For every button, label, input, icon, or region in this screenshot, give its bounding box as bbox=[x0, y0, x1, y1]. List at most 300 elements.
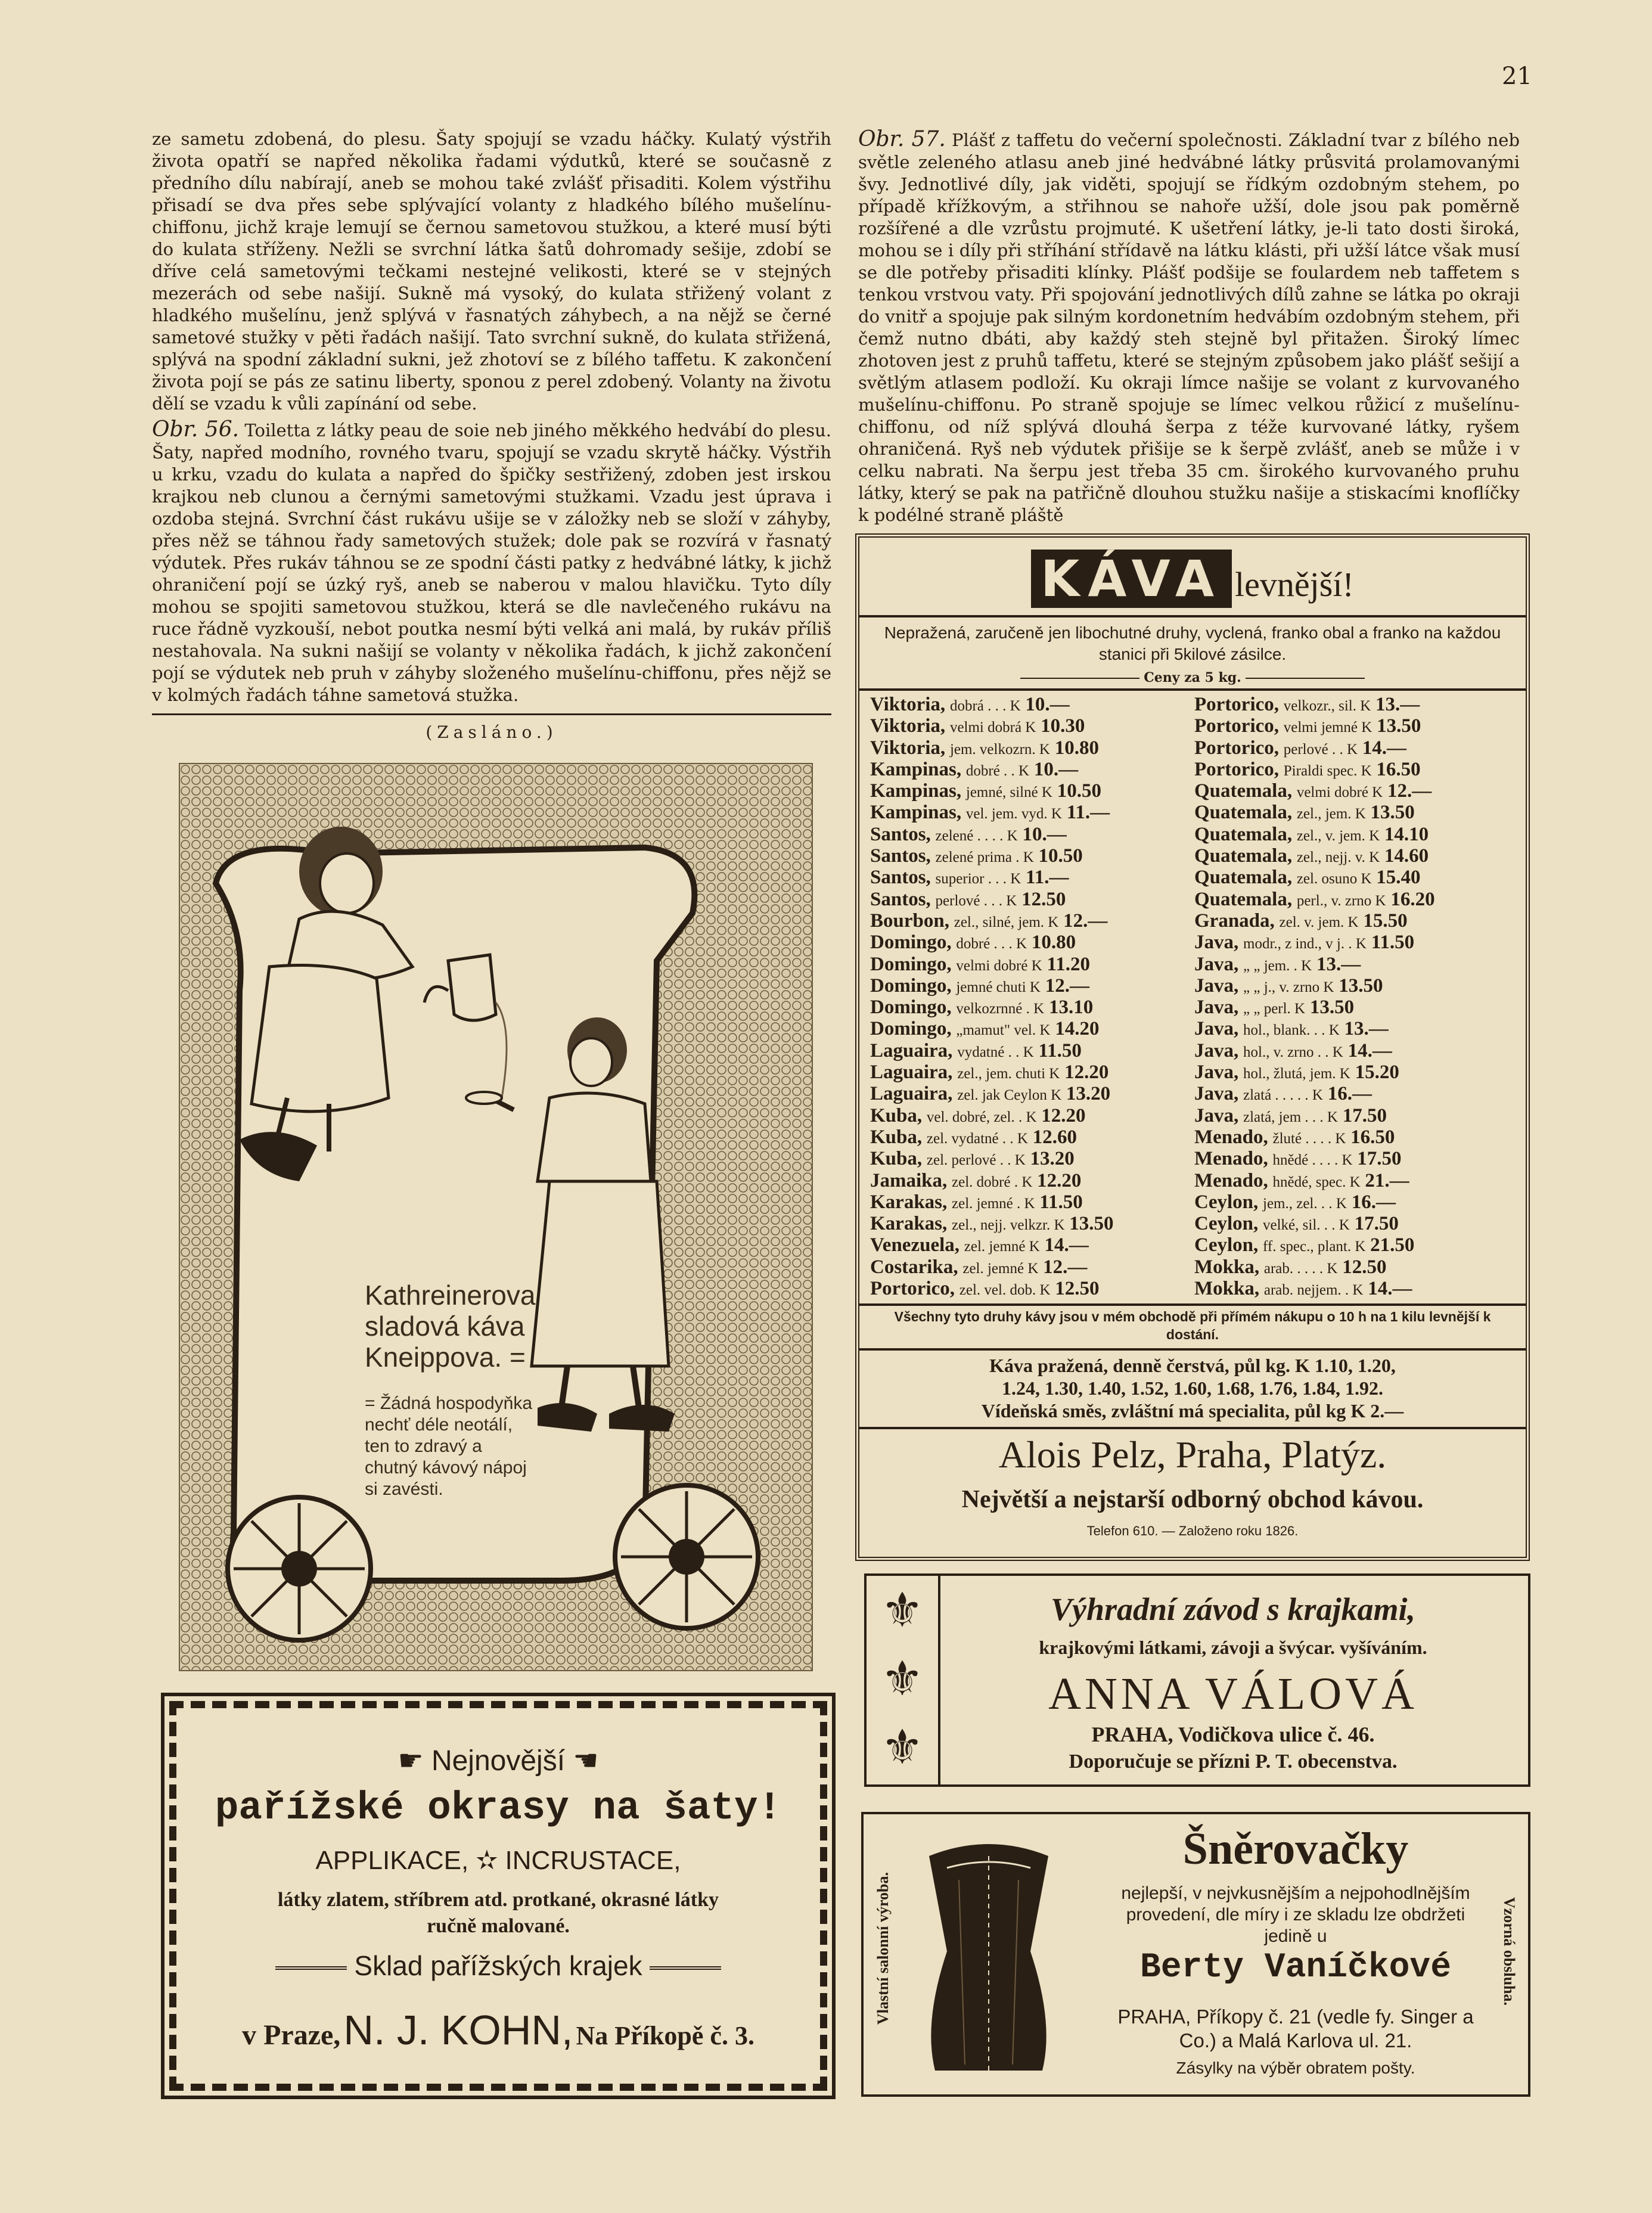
coffee-desc: jemné chuti K bbox=[956, 979, 1041, 995]
price-row bbox=[1194, 802, 1516, 823]
pointing-hand-left-icon: ☛ bbox=[398, 1745, 424, 1777]
price-row bbox=[870, 975, 1192, 997]
kava-firm: Alois Pelz, Praha, Platýz. bbox=[998, 1433, 1387, 1476]
coffee-name: Kuba, bbox=[870, 1126, 923, 1148]
coffee-name: Laguaira, bbox=[870, 1039, 953, 1062]
price-row bbox=[870, 1148, 1192, 1169]
coffee-name: Portorico, bbox=[1194, 758, 1280, 780]
coffee-price: 12.50 bbox=[1342, 1256, 1387, 1278]
coffee-desc: zlatá, jem . . . K bbox=[1243, 1109, 1338, 1125]
right-column bbox=[858, 128, 1520, 526]
coffee-name: Santos, bbox=[870, 823, 931, 845]
price-row bbox=[870, 824, 1192, 845]
coffee-price: 13.50 bbox=[1339, 974, 1383, 997]
coffee-name: Domingo, bbox=[870, 1018, 952, 1040]
coffee-price: 11.50 bbox=[1038, 1039, 1082, 1062]
coffee-name: Portorico, bbox=[1194, 715, 1280, 737]
kathreiner-line3: Kneippova. = bbox=[365, 1342, 526, 1373]
coffee-desc: hnědé . . . . K bbox=[1272, 1152, 1353, 1169]
price-row bbox=[870, 889, 1192, 910]
coffee-desc: perl., v. zrno K bbox=[1296, 892, 1386, 909]
price-row bbox=[1194, 694, 1516, 715]
coffee-name: Portorico, bbox=[870, 1278, 955, 1300]
coffee-name: Quatemala, bbox=[1194, 888, 1293, 910]
divider bbox=[859, 688, 1526, 691]
coffee-price: 12.60 bbox=[1032, 1126, 1077, 1148]
coffee-name: Kampinas, bbox=[870, 802, 962, 824]
coffee-price: 13.— bbox=[1316, 953, 1361, 975]
coffee-price: 14.10 bbox=[1384, 823, 1429, 845]
coffee-desc: hol., v. zrno . . K bbox=[1243, 1044, 1343, 1060]
coffee-name: Mokka, bbox=[1194, 1256, 1260, 1278]
coffee-name: Costarika, bbox=[870, 1256, 958, 1278]
price-row bbox=[1194, 1126, 1516, 1148]
corset-icon bbox=[905, 1832, 1072, 2082]
coffee-price: 13.20 bbox=[1066, 1083, 1111, 1105]
coffee-desc: zel. jak Ceylon K bbox=[957, 1087, 1062, 1104]
coffee-name: Java, bbox=[1194, 953, 1239, 975]
coffee-desc: ff. spec., plant. K bbox=[1263, 1239, 1366, 1255]
coffee-desc: velmi dobrá K bbox=[949, 719, 1036, 736]
price-row bbox=[870, 694, 1192, 715]
kathreiner-line2: sladová káva bbox=[365, 1311, 525, 1342]
divider bbox=[859, 615, 1526, 617]
price-row bbox=[870, 867, 1192, 888]
coffee-desc: zel. dobré . K bbox=[952, 1174, 1033, 1190]
price-row bbox=[1194, 780, 1516, 802]
coffee-price: 14.— bbox=[1362, 737, 1407, 759]
kava-prazena-2: 1.24, 1.30, 1.40, 1.52, 1.60, 1.68, 1.76, 1.84, 1.92. bbox=[1002, 1377, 1383, 1399]
coffee-name: Ceylon, bbox=[1194, 1213, 1259, 1235]
kava-title-text: KÁVA bbox=[1031, 550, 1232, 608]
coffee-name: Viktoria, bbox=[870, 715, 946, 737]
price-row bbox=[870, 1018, 1192, 1039]
coffee-desc: Piraldi spec. K bbox=[1283, 762, 1372, 779]
coffee-price: 13.50 bbox=[1370, 802, 1415, 824]
coffee-name: Ceylon, bbox=[1194, 1234, 1259, 1256]
coffee-name: Jamaika, bbox=[870, 1169, 948, 1191]
price-row bbox=[870, 1040, 1192, 1062]
paragraph-obr56 bbox=[152, 418, 831, 706]
coffee-desc: velmi jemné K bbox=[1283, 719, 1372, 736]
coffee-price: 15.50 bbox=[1363, 910, 1408, 932]
price-row bbox=[1194, 1148, 1516, 1169]
coffee-desc: zel. vel. dob. K bbox=[959, 1282, 1051, 1299]
coffee-price: 11.50 bbox=[1039, 1191, 1083, 1213]
vanickova-title: Šněrovačky bbox=[1182, 1824, 1409, 1874]
price-row bbox=[870, 780, 1192, 802]
coffee-price: 16.50 bbox=[1376, 758, 1421, 780]
coffee-name: Java, bbox=[1194, 974, 1239, 997]
price-row bbox=[1194, 1234, 1516, 1256]
coffee-name: Santos, bbox=[870, 845, 931, 867]
coffee-price: 10.30 bbox=[1041, 715, 1085, 737]
divider bbox=[152, 713, 831, 715]
rule-left bbox=[275, 1966, 347, 1970]
coffee-price: 13.— bbox=[1375, 694, 1420, 715]
valova-ornament-strip bbox=[867, 1576, 940, 1784]
coffee-desc: velmi dobré K bbox=[1296, 784, 1383, 801]
coffee-name: Java, bbox=[1194, 1083, 1239, 1105]
coffee-price: 13.20 bbox=[1030, 1148, 1075, 1170]
coffee-price: 12.50 bbox=[1021, 888, 1066, 910]
coffee-price: 13.50 bbox=[1069, 1213, 1114, 1235]
coffee-price: 13.— bbox=[1344, 1018, 1389, 1040]
kava-ad bbox=[855, 533, 1530, 1561]
coffee-name: Bourbon, bbox=[870, 910, 949, 932]
coffee-price: 15.40 bbox=[1376, 867, 1421, 889]
price-row bbox=[1194, 845, 1516, 867]
coffee-name: Domingo, bbox=[870, 997, 952, 1019]
obr57-label: Obr. 57. bbox=[858, 127, 946, 151]
kohn-name: N. J. KOHN, bbox=[343, 2007, 573, 2053]
vanickova-side-left: Vlastní salonní výroba. bbox=[874, 1872, 892, 2025]
coffee-desc: „ „ j., v. zrno K bbox=[1243, 979, 1334, 995]
price-row bbox=[1194, 975, 1516, 997]
price-row bbox=[870, 932, 1192, 953]
coffee-price: 17.50 bbox=[1354, 1213, 1399, 1235]
coffee-name: Domingo, bbox=[870, 974, 952, 997]
kathreiner-line1: Kathreinerova bbox=[365, 1280, 536, 1311]
price-row bbox=[1194, 1278, 1516, 1299]
price-row bbox=[1194, 1040, 1516, 1062]
coffee-name: Santos, bbox=[870, 888, 931, 910]
coffee-price: 14.— bbox=[1368, 1278, 1412, 1300]
lily-ornament-icon: ⚜ ⚜ ⚜ bbox=[881, 1582, 924, 1775]
coffee-name: Java, bbox=[1194, 932, 1239, 954]
coffee-desc: jem., zel. . . K bbox=[1263, 1195, 1347, 1212]
coffee-price: 12.— bbox=[1063, 910, 1108, 932]
flower-right-icon bbox=[615, 1485, 758, 1628]
divider bbox=[859, 1348, 1526, 1351]
coffee-desc: zel., jem. K bbox=[1296, 806, 1366, 822]
price-row bbox=[870, 802, 1192, 823]
coffee-desc: jem. velkozrn. K bbox=[949, 741, 1050, 758]
price-row bbox=[1194, 932, 1516, 953]
coffee-name: Laguaira, bbox=[870, 1083, 953, 1105]
coffee-price: 10.80 bbox=[1054, 737, 1099, 759]
price-row bbox=[1194, 1256, 1516, 1278]
valova-line2: krajkovými látkami, závoji a švýcar. vyšíváním. bbox=[1039, 1637, 1427, 1658]
coffee-price: 10.80 bbox=[1031, 932, 1076, 954]
coffee-name: Granada, bbox=[1194, 910, 1275, 932]
price-row bbox=[1194, 1062, 1516, 1083]
coffee-desc: zel. v. jem. K bbox=[1279, 914, 1359, 930]
kava-prazena bbox=[859, 1354, 1526, 1422]
coffee-name: Viktoria, bbox=[870, 737, 946, 759]
coffee-price: 15.20 bbox=[1355, 1062, 1399, 1084]
coffee-name: Menado, bbox=[1194, 1169, 1268, 1191]
coffee-desc: modr., z ind., v j. . K bbox=[1243, 936, 1367, 952]
coffee-name: Kuba, bbox=[870, 1148, 923, 1170]
kava-subtitle: levnější! bbox=[1235, 565, 1354, 604]
price-row bbox=[870, 1062, 1192, 1083]
vanickova-addr2: Zásylky na výběr obratem pošty. bbox=[1176, 2059, 1415, 2077]
kohn-ad bbox=[161, 1693, 836, 2099]
vanickova-ad bbox=[861, 1812, 1530, 2097]
coffee-price: 12.20 bbox=[1064, 1062, 1109, 1084]
valova-name: ANNA VÁLOVÁ bbox=[1048, 1669, 1418, 1719]
coffee-desc: „ „ perl. K bbox=[1243, 1001, 1306, 1017]
price-row bbox=[1194, 1105, 1516, 1126]
coffee-name: Karakas, bbox=[870, 1213, 948, 1235]
coffee-desc: hnědé, spec. K bbox=[1272, 1174, 1361, 1190]
obr56-label: Obr. 56. bbox=[152, 417, 240, 442]
price-row bbox=[1194, 1191, 1516, 1213]
flower-left-icon bbox=[228, 1497, 371, 1640]
price-row bbox=[870, 759, 1192, 780]
coffee-name: Quatemala, bbox=[1194, 867, 1293, 889]
coffee-name: Quatemala, bbox=[1194, 845, 1293, 867]
price-row bbox=[870, 715, 1192, 737]
coffee-desc: superior . . . K bbox=[935, 871, 1021, 887]
coffee-name: Karakas, bbox=[870, 1191, 948, 1213]
valova-ad bbox=[864, 1573, 1530, 1787]
coffee-price: 14.— bbox=[1347, 1039, 1392, 1062]
coffee-desc: perlové . . K bbox=[1283, 741, 1358, 758]
kohn-sklad bbox=[164, 1950, 832, 1982]
price-row bbox=[1194, 910, 1516, 932]
valova-addr: PRAHA, Vodičkova ulice č. 46. bbox=[1091, 1722, 1375, 1746]
coffee-name: Kampinas, bbox=[870, 758, 962, 780]
kohn-headline-text: Nejnovější bbox=[431, 1745, 566, 1777]
kohn-addr-prefix: v Praze, bbox=[242, 2019, 341, 2051]
coffee-price: 17.50 bbox=[1357, 1148, 1402, 1170]
coffee-price: 12.50 bbox=[1055, 1278, 1100, 1300]
coffee-name: Viktoria, bbox=[870, 694, 946, 715]
coffee-name: Quatemala, bbox=[1194, 802, 1293, 824]
coffee-desc: vel. dobré, zel. . K bbox=[926, 1109, 1037, 1125]
price-row bbox=[870, 997, 1192, 1018]
coffee-desc: „mamut" vel. K bbox=[956, 1022, 1051, 1039]
paragraph-2: Toiletta z látky peau de soie neb jiného měkkého hedvábí do plesu. Šaty, napřed modního, rovného tvaru, spojují se vzadu skrytě háčky. Výstřih u krku, vzadu do kulata a napřed do špičky sestřižený, zdoben jest irskou krajkou neb clunou a černými sametovými stužkami. Vzadu jest úprava i ozdoba stejná. Svrchní část rukávu ušije se v záložky neb se složí v záhyby, přes něž se táhnou řady sametových stužek; dole pak se rozvírá v řasnatý výdutek. Přes rukáv táhnou se ze spodní části patky z hedvábné látky, k jichž ohraničení pojí se úzký ryš, aneb se naberou v malou hlavičku. Tyto díly mohou se spojiti sametovou stužkou, která se dle navlečeného rukávu na ruce řádně vyzkouší, nebot poutka nesmí býti velká ani malá, by rukáv příliš nestahovala. Na sukni našijí se volanty v několika řadách, k jichž zakončení pojí se výdutek neb pruh v záhyby složeného mušelínu-chiffonu, přes nějž se v kolmých řadách táhne sametová stužka. bbox=[152, 420, 832, 705]
vanickova-side-right: Vzorná obsluha. bbox=[1501, 1897, 1518, 2006]
price-row bbox=[1194, 867, 1516, 888]
valova-line1: Výhradní závod s krajkami, bbox=[1050, 1591, 1416, 1627]
coffee-desc: velkozrnné . K bbox=[956, 1001, 1045, 1017]
coffee-price: 16.— bbox=[1327, 1083, 1372, 1105]
coffee-price: 10.— bbox=[1033, 758, 1079, 780]
rule-right bbox=[1246, 678, 1365, 679]
rule-right bbox=[650, 1966, 721, 1970]
price-row bbox=[1194, 889, 1516, 910]
coffee-desc: zel., nejj. velkzr. K bbox=[952, 1217, 1065, 1234]
coffee-desc: „ „ jem. . K bbox=[1243, 957, 1312, 974]
page-number: 21 bbox=[1502, 63, 1532, 90]
coffee-name: Kampinas, bbox=[870, 780, 962, 802]
price-row bbox=[1194, 1170, 1516, 1191]
kathreiner-title bbox=[365, 1280, 535, 1373]
coffee-price: 10.— bbox=[1025, 694, 1070, 715]
coffee-desc: velmi dobré K bbox=[956, 957, 1042, 974]
coffee-desc: perlové . . . K bbox=[935, 892, 1017, 909]
price-row bbox=[1194, 759, 1516, 780]
coffee-name: Java, bbox=[1194, 1018, 1239, 1040]
left-column bbox=[152, 128, 831, 706]
coffee-desc: zelené . . . . K bbox=[935, 827, 1018, 844]
coffee-price: 13.50 bbox=[1309, 997, 1355, 1019]
coffee-desc: velkozr., sil. K bbox=[1283, 698, 1371, 714]
coffee-price: 11.— bbox=[1026, 867, 1069, 889]
kohn-address bbox=[164, 2006, 832, 2054]
coffee-price: 12.— bbox=[1387, 780, 1432, 802]
coffee-price: 14.60 bbox=[1384, 845, 1429, 867]
price-row bbox=[870, 1278, 1192, 1299]
coffee-name: Portorico, bbox=[1194, 694, 1280, 715]
kava-note: Všechny tyto druhy kávy jsou v mém obchodě při přímém nákupu o 10 h na 1 kilu levnější k dostání. bbox=[894, 1309, 1491, 1342]
coffee-desc: hol., blank. . . K bbox=[1243, 1022, 1340, 1039]
price-row bbox=[870, 954, 1192, 975]
price-row bbox=[1194, 1213, 1516, 1234]
pointing-hand-right-icon: ☚ bbox=[573, 1745, 599, 1777]
coffee-name: Mokka, bbox=[1194, 1278, 1260, 1300]
coffee-name: Venezuela, bbox=[870, 1234, 960, 1256]
coffee-price: 14.20 bbox=[1055, 1018, 1100, 1040]
kohn-sklad-text: Sklad pařížských krajek bbox=[354, 1950, 642, 1981]
price-row bbox=[870, 845, 1192, 867]
coffee-desc: zel. jemné . K bbox=[952, 1195, 1035, 1212]
coffee-price: 10.50 bbox=[1057, 780, 1101, 802]
rule-left bbox=[1020, 678, 1139, 679]
divider bbox=[859, 1427, 1526, 1429]
kathreiner-body: = Žádná hospodyňka nechť déle neotálí, ten to zdravý a chutný kávový nápoj si zavésti. bbox=[365, 1393, 533, 1499]
price-row bbox=[870, 1126, 1192, 1148]
price-row bbox=[1194, 715, 1516, 737]
price-row bbox=[870, 1234, 1192, 1256]
coffee-name: Quatemala, bbox=[1194, 780, 1293, 802]
coffee-name: Java, bbox=[1194, 1062, 1239, 1084]
kava-ceny bbox=[859, 670, 1526, 685]
coffee-price: 11.50 bbox=[1371, 932, 1415, 954]
coffee-desc: arab. . . . . K bbox=[1263, 1260, 1338, 1277]
coffee-name: Java, bbox=[1194, 1104, 1239, 1126]
vanickova-addr1: PRAHA, Příkopy č. 21 (vedle fy. Singer a Co.) a Malá Karlova ul. 21. bbox=[1117, 2006, 1474, 2051]
coffee-name: Quatemala, bbox=[1194, 823, 1293, 845]
price-row bbox=[1194, 737, 1516, 759]
coffee-name: Domingo, bbox=[870, 953, 952, 975]
coffee-name: Santos, bbox=[870, 867, 931, 889]
price-row bbox=[870, 737, 1192, 759]
kava-price-table-left bbox=[870, 694, 1192, 1299]
coffee-desc: zel., jem. chuti K bbox=[957, 1066, 1060, 1082]
coffee-name: Java, bbox=[1194, 1039, 1239, 1062]
coffee-price: 10.— bbox=[1022, 823, 1067, 845]
coffee-name: Laguaira, bbox=[870, 1062, 953, 1084]
kava-title bbox=[1031, 550, 1232, 608]
price-row bbox=[870, 1191, 1192, 1213]
coffee-desc: zelené prima . K bbox=[935, 849, 1034, 866]
price-row bbox=[870, 1083, 1192, 1104]
coffee-desc: dobré . . K bbox=[965, 762, 1030, 779]
coffee-desc: velké, sil. . . K bbox=[1263, 1217, 1350, 1234]
coffee-price: 21.— bbox=[1365, 1169, 1409, 1191]
coffee-name: Menado, bbox=[1194, 1126, 1268, 1148]
coffee-desc: zel. vydatné . . K bbox=[926, 1130, 1028, 1147]
kohn-headline bbox=[164, 1744, 832, 1777]
zaslano-label: (Zasláno.) bbox=[426, 722, 558, 742]
coffee-price: 12.20 bbox=[1037, 1169, 1082, 1191]
coffee-desc: vydatné . . K bbox=[957, 1044, 1034, 1060]
kohn-addr-suffix: Na Příkopě č. 3. bbox=[576, 2021, 754, 2050]
price-row bbox=[870, 1256, 1192, 1278]
coffee-desc: zel., nejj. v. K bbox=[1296, 849, 1380, 866]
price-row bbox=[1194, 1018, 1516, 1039]
coffee-price: 11.20 bbox=[1047, 953, 1090, 975]
kohn-applikace: APPLIKACE, ✫ INCRUSTACE, bbox=[315, 1846, 681, 1875]
price-row bbox=[1194, 824, 1516, 845]
kava-ceny-text: Ceny za 5 kg. bbox=[1144, 670, 1241, 685]
divider bbox=[859, 1303, 1526, 1306]
coffee-desc: dobrá . . . K bbox=[949, 698, 1021, 714]
coffee-price: 14.— bbox=[1044, 1234, 1089, 1256]
coffee-price: 16.50 bbox=[1350, 1126, 1395, 1148]
kava-prazena-1: Káva pražená, denně čerstvá, půl kg. K 1.10, 1.20, bbox=[989, 1355, 1396, 1376]
coffee-price: 21.50 bbox=[1370, 1234, 1415, 1256]
price-row bbox=[1194, 997, 1516, 1018]
kathreiner-illustration bbox=[180, 764, 812, 1670]
coffee-price: 16.20 bbox=[1390, 888, 1435, 910]
coffee-desc: vel. jem. vyd. K bbox=[965, 806, 1062, 822]
coffee-price: 12.— bbox=[1043, 1256, 1088, 1278]
kava-intro: Nepražená, zaručeně jen libochutné druhy, vyclená, franko obal a franko na každou stanici při 5kilové zásilce. bbox=[884, 623, 1501, 663]
coffee-price: 11.— bbox=[1066, 802, 1110, 824]
coffee-desc: zel. jemné K bbox=[962, 1260, 1039, 1277]
coffee-desc: hol., žlutá, jem. K bbox=[1243, 1066, 1350, 1082]
coffee-desc: zel. perlové . . K bbox=[926, 1152, 1026, 1169]
vanickova-body: nejlepší, v nejvkusnějším a nejpohodlnějším provedení, dle míry i ze skladu lze obdržeti jedině u bbox=[1121, 1883, 1470, 1946]
price-row bbox=[870, 1105, 1192, 1126]
kava-phone: Telefon 610. — Založeno roku 1826. bbox=[1086, 1523, 1299, 1538]
coffee-desc: arab. nejjem. . K bbox=[1263, 1282, 1364, 1299]
coffee-name: Portorico, bbox=[1194, 737, 1280, 759]
coffee-name: Ceylon, bbox=[1194, 1191, 1259, 1213]
coffee-desc: žluté . . . . K bbox=[1272, 1130, 1346, 1147]
kohn-latky: látky zlatem, stříbrem atd. protkané, okrasné látky ručně malované. bbox=[277, 1889, 719, 1937]
price-row bbox=[870, 1213, 1192, 1234]
coffee-desc: zel., v. jem. K bbox=[1296, 827, 1380, 844]
coffee-name: Menado, bbox=[1194, 1148, 1268, 1170]
coffee-price: 16.— bbox=[1351, 1191, 1396, 1213]
price-row bbox=[1194, 1083, 1516, 1104]
paragraph-obr57: Plášť z taffetu do večerní společnosti. Základní tvar z bílého neb světle zeleného atlasu aneb jiné hedvábné látky průsvitá prolamovanými švy. Jednotlivé díly, jak viděti, spojují se řídkým ozdobným stehem, po případě křížkovým, a střihnou se nahoře užší, dole jsou pak poměrně rozšířené a dle vzrůstu projmuté. K ušetření látky, je-li tato dosti široká, mohou se i díly při stříhání střídavě na látku klásti, při užší látce však musí se dle potřeby přisaditi klínky. Plášť podšije se foulardem neb taffetem s tenkou vrstvou vaty. Při spojování jednotlivých dílů zahne se látka po okraji do vnitř a spojuje pak silným kordonetním hedvábím ozdobným stehem, při čemž nutno dbáti, aby každý steh stejně byl přitažen. Široký límec zhotoven jest z pruhů taffetu, které se stejným způsobem jako plášť sešijí a světlým atlasem podloží. Ku okraji límce našije se volant z kurvovaného mušelínu-chiffonu. Po straně spojuje se límec velkou růžicí z mušelínu-chiffonu, od níž splývá dlouhá šerpa z téže kurvované látky, ryšem ohraničená. Ryš neb výdutek přišije se k šerpě zvlášť, aneb se může i v celku nabrati. Na šerpu jest třeba 35 cm. širokého kurvovaného pruhu látky, který se pak na patřičně dlouhou stužku našije a stiskacími knoflíčky k podélné straně pláště bbox=[858, 130, 1520, 525]
coffee-desc: jemné, silné K bbox=[965, 784, 1052, 801]
kava-firm-sub: Největší a nejstarší odborný obchod kávou. bbox=[961, 1486, 1424, 1513]
price-row bbox=[1194, 954, 1516, 975]
coffee-desc: zel. osuno K bbox=[1296, 871, 1372, 887]
price-row bbox=[870, 910, 1192, 932]
coffee-desc: zel., silné, jem. K bbox=[954, 914, 1059, 930]
coffee-desc: dobré . . . K bbox=[956, 936, 1027, 952]
price-row bbox=[870, 1170, 1192, 1191]
kava-videnska: Vídeňská směs, zvláštní má specialita, půl kg K 2.— bbox=[981, 1400, 1404, 1421]
kathreiner-ad bbox=[179, 763, 813, 1671]
coffee-name: Domingo, bbox=[870, 932, 952, 954]
coffee-price: 12.20 bbox=[1041, 1104, 1086, 1126]
coffee-name: Kuba, bbox=[870, 1104, 923, 1126]
coffee-price: 13.50 bbox=[1377, 715, 1421, 737]
kava-price-table-right bbox=[1194, 694, 1516, 1299]
kava-header bbox=[859, 550, 1526, 608]
paragraph-1: ze sametu zdobená, do plesu. Šaty spojují se vzadu háčky. Kulatý výstřih života opatří se napřed několika řadami výdutků, které se současně z předního dílu nabírají, aneb se mohou také zvlášť přisaditi. Kolem výstřihu přisadí se dva přes sebe splývající volanty z hladkého bílého mušelínu-chiffonu, jichž kraje lemují se černou sametovou stužkou, a které musí býti do kulata stříženy. Nežli se svrchní látka šatů dohromady sešije, zdobí se dříve celá sametovými tečkami nestejné velikosti, které se v stejných mezerách od sebe našijí. Sukně má vysoký, do kulata střižený volant z hladkého mušelínu, jenž splývá v řasnatých záhybech, a na nějž se černé sametové stužky v pěti řadách našijí. Tato svrchní sukně, do kulata střižená, splývá na spodní základní sukni, jež zhotoví se z bílého taffetu. K zakončení života pojí se pás ze satinu liberty, sponou z perel zdobený. Volanty na životu dělí se vzadu k vůli zapínání od sebe. bbox=[152, 129, 831, 414]
coffee-price: 13.10 bbox=[1048, 997, 1094, 1019]
coffee-price: 12.— bbox=[1045, 974, 1089, 997]
vanickova-name: Berty Vaníčkové bbox=[1139, 1948, 1452, 1987]
coffee-name: Java, bbox=[1194, 997, 1239, 1019]
coffee-desc: zlatá . . . . . K bbox=[1243, 1087, 1323, 1104]
valova-recommend: Doporučuje se přízni P. T. obecenstva. bbox=[1069, 1750, 1398, 1773]
coffee-price: 17.50 bbox=[1342, 1104, 1387, 1126]
coffee-price: 10.50 bbox=[1038, 845, 1083, 867]
